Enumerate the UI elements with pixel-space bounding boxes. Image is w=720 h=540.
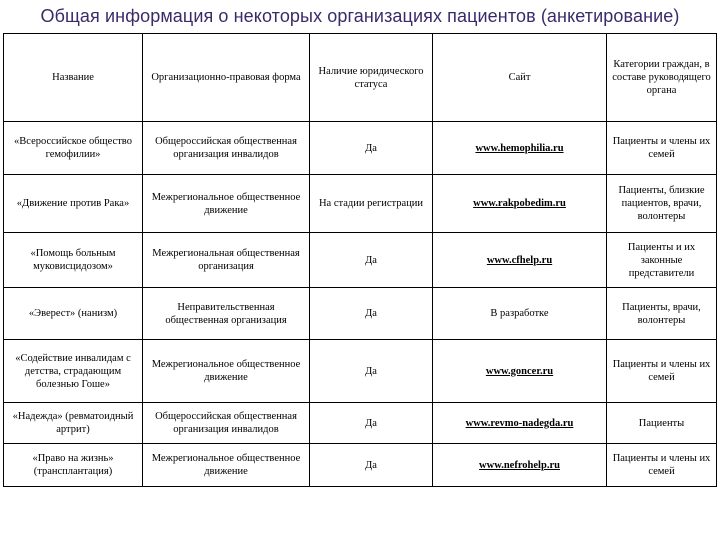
org-name-cell: «Всероссийское общество гемофилии»	[4, 122, 143, 175]
legal-status-cell: Да	[310, 444, 433, 487]
legal-status-cell: Да	[310, 233, 433, 288]
header-governing-categories: Категории граждан, в составе руководящего органа	[607, 34, 717, 122]
categories-cell: Пациенты и члены их семей	[607, 122, 717, 175]
org-name-cell: «Право на жизнь» (трансплантация)	[4, 444, 143, 487]
org-name-cell: «Надежда» (ревматоидный артрит)	[4, 403, 143, 444]
categories-cell: Пациенты и члены их семей	[607, 444, 717, 487]
org-name-cell: «Помощь больным муковисцидозом»	[4, 233, 143, 288]
legal-form-cell: Общероссийская общественная организация инвалидов	[143, 122, 310, 175]
website-cell	[433, 403, 607, 444]
website-cell	[433, 122, 607, 175]
table-row	[4, 403, 717, 444]
website-link[interactable]: www.revmo-nadegda.ru	[465, 417, 574, 429]
website-cell	[433, 175, 607, 233]
org-name-cell: «Эверест» (нанизм)	[4, 288, 143, 340]
website-link[interactable]: www.cfhelp.ru	[486, 254, 553, 266]
table-header-row	[4, 34, 717, 122]
header-website: Сайт	[433, 34, 607, 122]
legal-status-cell: Да	[310, 403, 433, 444]
legal-form-cell: Межрегиональная общественная организация	[143, 233, 310, 288]
table-row	[4, 444, 717, 487]
legal-status-cell: Да	[310, 340, 433, 403]
table-row	[4, 288, 717, 340]
website-cell	[433, 340, 607, 403]
table-row	[4, 233, 717, 288]
org-name-cell: «Движение против Рака»	[4, 175, 143, 233]
website-link[interactable]: www.hemophilia.ru	[475, 142, 564, 154]
website-cell: В разработке	[433, 288, 607, 340]
table-row	[4, 340, 717, 403]
legal-form-cell: Межрегиональное общественное движение	[143, 340, 310, 403]
legal-status-cell: Да	[310, 122, 433, 175]
org-name-cell: «Содействие инвалидам с детства, страдающим болезнью Гоше»	[4, 340, 143, 403]
legal-form-cell: Межрегиональное общественное движение	[143, 444, 310, 487]
website-cell	[433, 444, 607, 487]
categories-cell: Пациенты, близкие пациентов, врачи, волонтеры	[607, 175, 717, 233]
page-title: Общая информация о некоторых организациях пациентов (анкетирование)	[40, 6, 680, 26]
header-legal-status: Наличие юридического статуса	[310, 34, 433, 122]
website-link[interactable]: www.rakpobedim.ru	[473, 198, 566, 209]
legal-form-cell: Общероссийская общественная организация инвалидов	[143, 403, 310, 444]
header-name: Название	[4, 34, 143, 122]
categories-cell: Пациенты	[607, 403, 717, 444]
header-legal-form: Организационно-правовая форма	[143, 34, 310, 122]
organizations-table	[3, 33, 717, 487]
website-cell	[433, 233, 607, 288]
categories-cell: Пациенты, врачи, волонтеры	[607, 288, 717, 340]
table-row	[4, 175, 717, 233]
legal-status-cell: Да	[310, 288, 433, 340]
categories-cell: Пациенты и их законные представители	[607, 233, 717, 288]
table-row	[4, 122, 717, 175]
legal-form-cell: Неправительственная общественная организация	[143, 288, 310, 340]
categories-cell: Пациенты и члены их семей	[607, 340, 717, 403]
website-link[interactable]: www.nefrohelp.ru	[479, 459, 560, 471]
legal-form-cell: Межрегиональное общественное движение	[143, 175, 310, 233]
legal-status-cell: На стадии регистрации	[310, 175, 433, 233]
website-link[interactable]: www.goncer.ru	[485, 365, 554, 377]
